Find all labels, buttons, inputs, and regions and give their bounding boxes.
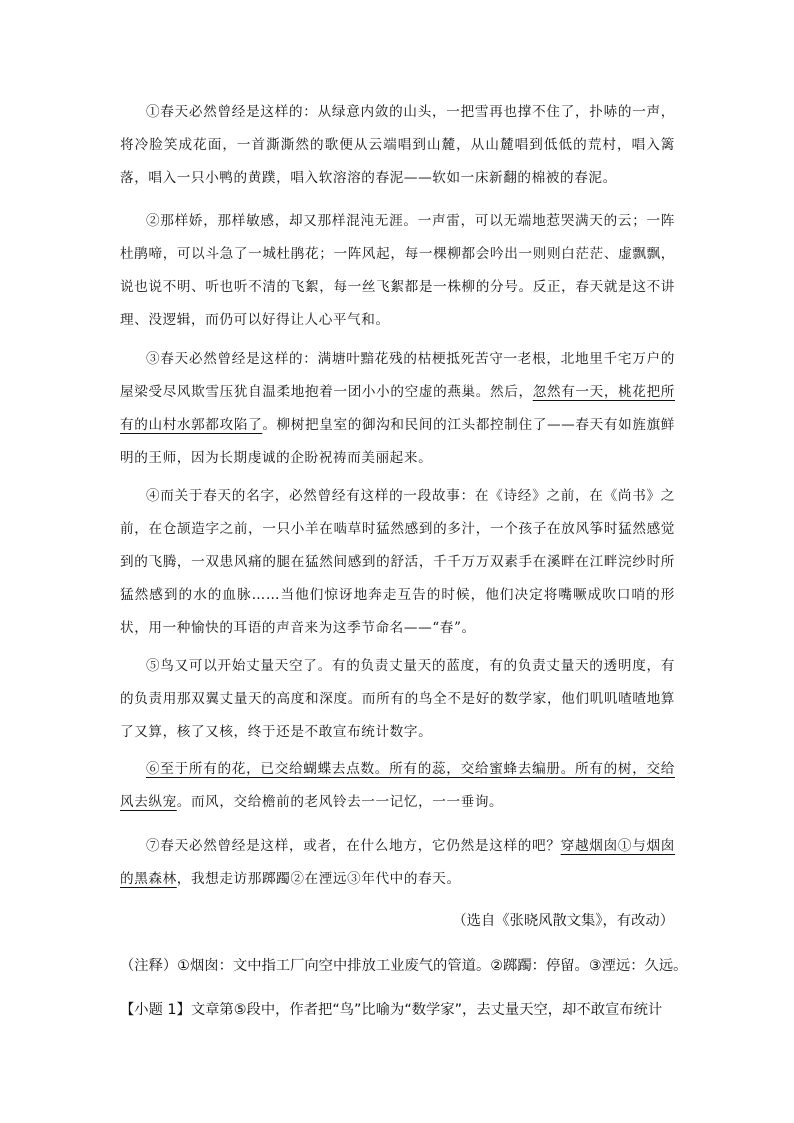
paragraph-4	[120, 480, 675, 645]
paragraph-6	[120, 753, 675, 819]
paragraph-2-text: ②那样娇，那样敏感，却又那样混沌无涯。一声雷，可以无端地惹哭满天的云；一阵杜鹃啼，可以斗急了一城杜鹃花；一阵风起，每一棵柳都会吟出一则则白茫茫、虚飘飘，说也说不明、听也听不清的飞絮，每一丝飞絮都是一株柳的分号。反正，春天就是这不讲理、没逻辑，而仍可以好得让人心平气和。	[120, 213, 675, 328]
paragraph-4-text: ④而关于春天的名字，必然曾经有这样的一段故事：在《诗经》之前，在《尚书》之前，在仓颉造字之前，一只小羊在啮草时猛然感到的多汁，一个孩子在放风筝时猛然感觉到的飞腾，一双患风痛的腿在猛然间感到的舒活，千千万万双素手在溪畔在江畔浣纱时所猛然感到的水的血脉……当他们惊讶地奔走互告的时候，他们决定将嘴噘成吹口哨的形状，用一种愉快的耳语的声音来为这季节命名——“春”。	[120, 488, 675, 636]
paragraph-6-text-end: 。而风，交给檐前的老风铃去一一记忆，一一垂询。	[176, 794, 504, 810]
paragraph-3-text-start: ③春天必然曾经是这样的：满塘叶黯花残的枯梗抵死苦守一老根，北地里千宅万户的屋梁受尽风欺雪压犹自温柔地抱着一团小小的空虚的燕巢。然后，	[120, 351, 675, 400]
source-citation: （选自《张晓风散文集》，有改动）	[452, 913, 674, 929]
paragraph-5	[120, 650, 675, 749]
paragraph-7	[120, 830, 675, 896]
paragraph-7-text-end: ，我想走访那踯躅②在湮远③年代中的春天。	[176, 871, 461, 887]
paragraph-5-text: ⑤鸟又可以开始丈量天空了。有的负责丈量天的蓝度，有的负责丈量天的透明度，有的负责用那双翼丈量天的高度和深度。而所有的鸟全不是好的数学家，他们叽叽喳喳地算了又算，核了又核，终于还是不敢宣布统计数字。	[120, 658, 675, 740]
paragraph-7-text-start: ⑦春天必然曾经是这样，或者，在什么地方，它仍然是这样的吧？	[146, 838, 561, 854]
paragraph-1-text: ①春天必然曾经是这样的：从绿意内敛的山头，一把雪再也撑不住了，扑哧的一声，将冷脸笑成花面，一首澌澌然的歌便从云端唱到山麓，从山麓唱到低低的荒村，唱入篱落，唱入一只小鸭的黄蹼，唱入软溶溶的春泥——软如一床新翻的棉被的春泥。	[120, 104, 675, 186]
paragraph-3	[120, 343, 675, 475]
paragraph-1	[120, 96, 675, 195]
question-1: 【小题 1】文章第⑤段中，作者把“鸟”比喻为“数学家”，去丈量天空，却不敢宣布统计	[120, 1002, 663, 1018]
paragraph-3-underlined-text: 忽然有一天，桃花把所有的山村水郭都攻陷了	[120, 384, 675, 433]
paragraph-2	[120, 205, 675, 337]
paragraph-7-underlined-text: 穿越烟囱①与烟囱的黑森林	[120, 838, 675, 887]
paragraph-3-text-end: 。柳树把皇室的御沟和民间的江头都控制住了——春天有如旌旗鲜明的王师，因为长期虔诚的企盼祝祷而美丽起来。	[120, 417, 675, 466]
paragraph-6-underlined-text: ⑥至于所有的花，已交给蝴蝶去点数。所有的蕊，交给蜜蜂去编册。所有的树，交给风去纵宠	[120, 761, 675, 810]
annotation-note: （注释）①烟囱：文中指工厂向空中排放工业废气的管道。②踯躅：停留。③湮远：久远。	[120, 958, 688, 974]
